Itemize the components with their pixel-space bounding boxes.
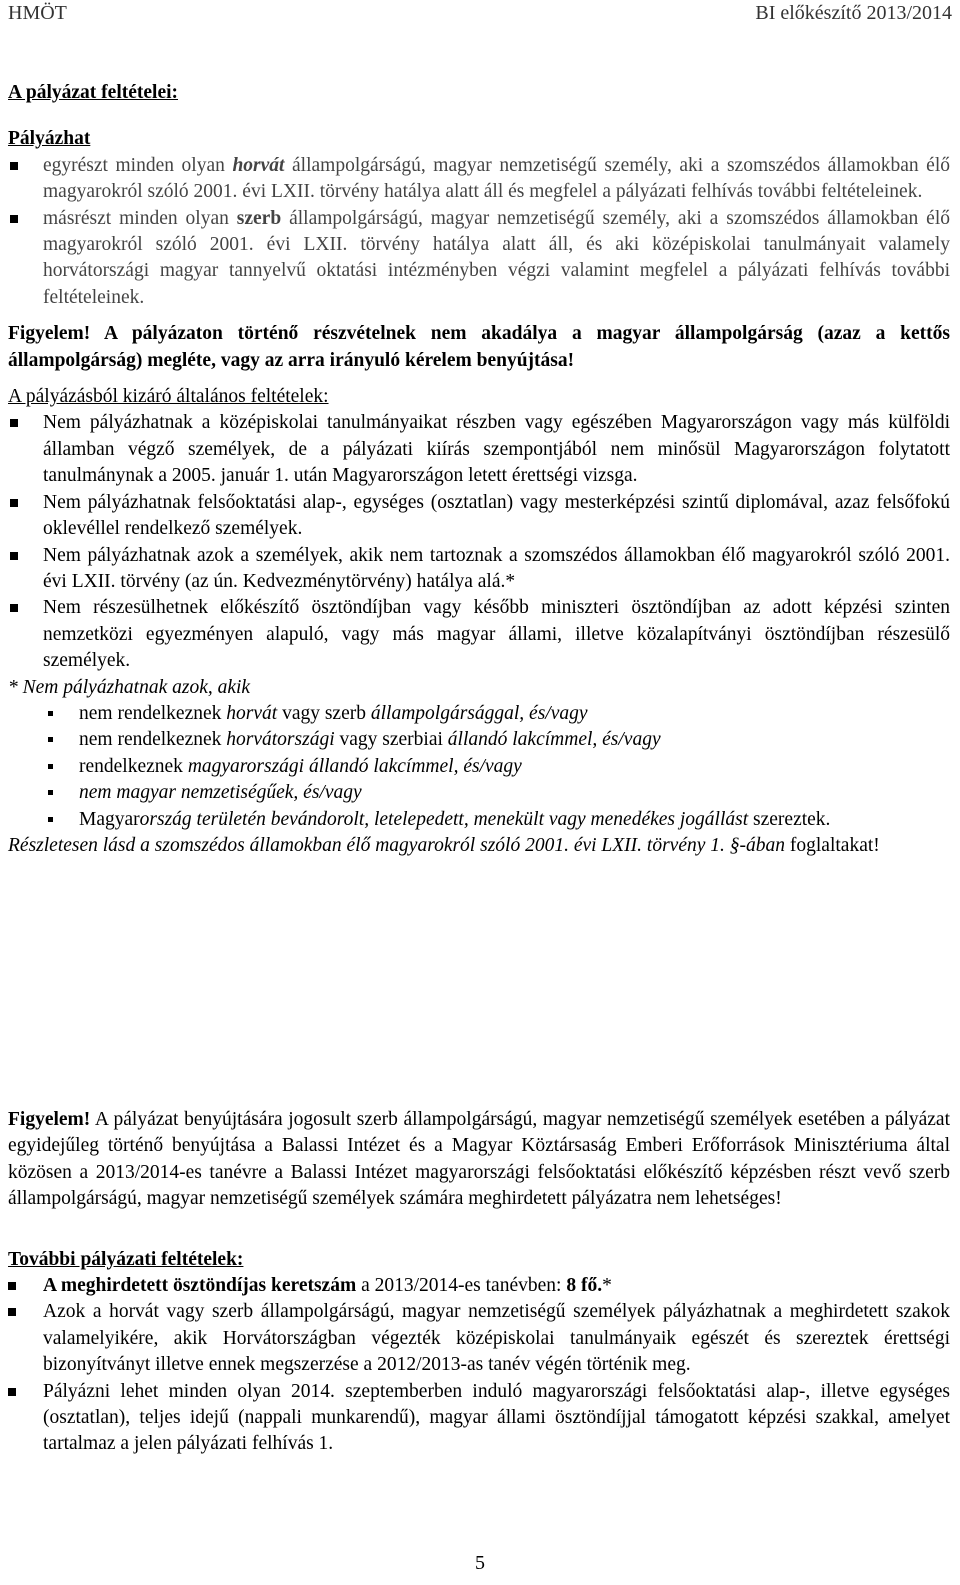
emphasis-serbian: szerb [236, 207, 282, 229]
section-title-further: További pályázati feltételek: [8, 1248, 244, 1270]
document-body [8, 80, 950, 859]
section-title-exclusions: A pályázásból kizáró általános feltételek: [8, 386, 329, 408]
list-item: Nem részesülhetnek előkészítő ösztöndíjban vagy később miniszteri ösztöndíjban az adott képzési szinten nemzetközi egyezményen alapuló, vagy más magyar állami, illetve közalapítványi ösztöndíjban részesülő személyek. [8, 595, 950, 674]
footnote-intro: * Nem pályázhatnak azok, akik [8, 676, 251, 698]
list-item: Pályázni lehet minden olyan 2014. szeptemberben induló magyarországi felsőoktatási alap-, illetve egységes (osztatlan), teljes idejű (nappali munkarendű), magyar állami ösztöndíjjal támogatott képzési szakkal, amelyet tartalmaz a jelen pályázati felhívás 1. [8, 1379, 950, 1458]
list-item: Nem pályázhatnak azok a személyek, akik nem tartoznak a szomszédos államokban élő magyarokról szóló 2001. évi LXII. törvény (az ún. Kedvezménytörvény) hatálya alá.* [8, 543, 950, 596]
emphasis-croatian: horvát [232, 154, 285, 176]
warning-joint-application: Figyelem! A pályázat benyújtására jogosult szerb állampolgárságú, magyar nemzetiségű személyek esetében a pályázat egyidejűleg történő benyújtása a Balassi Intézet és a Magyar Köztársaság Emberi Erőforrások Minisztériuma által közösen a 2013/2014-es tanévre a Balassi Intézet magyarországi felsőoktatási előkészítő képzésben részt vevő szerb állampolgárságú, magyar nemzetiségű személyek számára meghirdetett pályázatra nem lehetséges! [8, 1109, 950, 1210]
list-item: nem rendelkeznek horvát vagy szerb állampolgársággal, és/vagy [8, 701, 950, 727]
list-item: Magyarország területén bevándorolt, letelepedett, menekült vagy menedékes jogállást szereztek. [8, 807, 950, 833]
header-right: BI előkészítő 2013/2014 [755, 2, 952, 24]
list-item: Nem pályázhatnak felsőoktatási alap-, egységes (osztatlan) vagy mesterképzési szintű diplomával, azaz felsőfokú oklevéllel rendelkező személyek. [8, 490, 950, 543]
header-left: HMÖT [8, 2, 67, 24]
footnote-list [8, 701, 950, 833]
list-item: nem rendelkeznek horvátországi vagy szerbiai állandó lakcímmel, és/vagy [8, 727, 950, 753]
legal-reference: Részletesen lásd a szomszédos államokban élő magyarokról szóló 2001. évi LXII. törvény 1. §-ában foglaltakat! [8, 834, 880, 856]
section-title-conditions: A pályázat feltételei: [8, 82, 179, 103]
list-item: rendelkeznek magyarországi állandó lakcímmel, és/vagy [8, 754, 950, 780]
list-item: Nem pályázhatnak a középiskolai tanulmányaikat részben vagy egészében Magyarországon vagy más külföldi államban végző személyek, de a pályázati kiírás szempontjából nem minősül Magyarországon folytatott tanulmánynak a 2005. január 1. után Magyarországon letett érettségi vizsga. [8, 410, 950, 489]
page-number: 5 [475, 1552, 485, 1574]
list-item: nem magyar nemzetiségűek, és/vagy [8, 780, 950, 806]
list-item: A meghirdetett ösztöndíjas keretszám a 2013/2014-es tanévben: 8 fő.* [8, 1273, 950, 1299]
subtitle-eligible: Pályázhat [8, 128, 91, 150]
further-conditions-list [8, 1273, 950, 1458]
list-item: másrészt minden olyan szerb állampolgárságú, magyar nemzetiségű személy, aki a szomszédos államokban élő magyarokról szóló 2001. évi LXII. törvény hatálya alatt áll, és aki középiskolai tanulmányait valamely horvátországi magyar tannyelvű oktatási intézményben végzi valamint megfelel a pályázati felhívás további feltételeinek. [8, 206, 950, 312]
document-body-continued [8, 1107, 950, 1458]
warning-dual-citizenship: Figyelem! A pályázaton történő részvételnek nem akadálya a magyar állampolgárság (azaz a kettős állampolgárság) megléte, vagy az arra irányuló kérelem benyújtása! [8, 323, 950, 371]
list-item: egyrészt minden olyan horvát állampolgárságú, magyar nemzetiségű személy, aki a szomszédos államokban élő magyarokról szóló 2001. évi LXII. törvény hatálya alatt áll és megfelel a pályázati felhívás további feltételeinek. [8, 153, 950, 206]
eligibility-list [8, 153, 950, 311]
list-item: Azok a horvát vagy szerb állampolgárságú, magyar nemzetiségű személyek pályázhatnak a meghirdetett szakok valamelyikére, akik Horvátországban végezték középiskolai tanulmányaik egészét és szereztek érettségi bizonyítványt illetve ennek megszerzése a 2012/2013-as tanév végén történik meg. [8, 1299, 950, 1378]
exclusion-list [8, 410, 950, 674]
warning-label: Figyelem! [8, 1109, 91, 1130]
